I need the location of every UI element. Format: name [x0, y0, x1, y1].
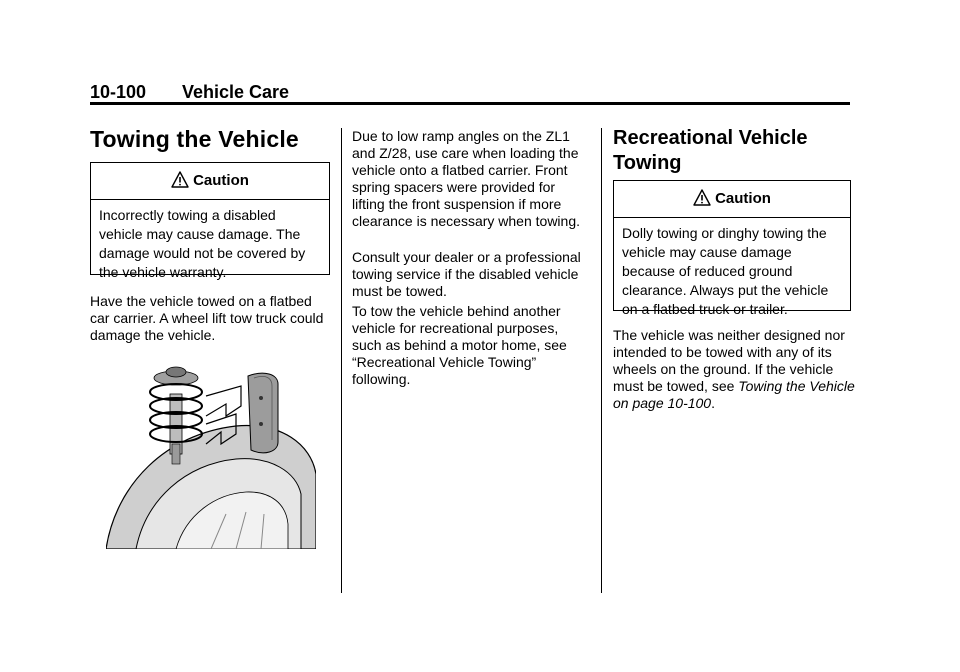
caution-label-2: Caution: [715, 190, 771, 207]
caution-label-1: Caution: [193, 172, 249, 189]
caution-box-1: [90, 162, 330, 280]
page-header: [90, 82, 850, 104]
header-rule: [90, 102, 850, 105]
caution-header-1: [91, 163, 329, 200]
caution-text-2: Dolly towing or dinghy towing the vehicle may cause damage because of reduced ground clearance. Always put the vehicle on a flatbed truck or trailer.: [622, 225, 829, 317]
warning-triangle-icon: [693, 189, 711, 206]
caution-box-2: [613, 180, 851, 317]
paragraph-not-designed-to-tow: [613, 327, 858, 412]
section-title: Vehicle Care: [182, 82, 290, 102]
paragraph-consult-dealer: Consult your dealer or a professional towing service if the disabled vehicle must be towed.: [352, 249, 581, 299]
page-number: 10-100: [90, 82, 147, 102]
paragraph-recreational-tow: To tow the vehicle behind another vehicle for recreational purposes, such as behind a motor home, see “Recreational Vehicle Towing” following.: [352, 303, 567, 387]
front-spring-spacer-illustration: [106, 364, 316, 549]
column-divider-2: [601, 128, 602, 593]
heading-towing-the-vehicle: Towing the Vehicle: [90, 126, 299, 152]
paragraph-flatbed: Have the vehicle towed on a flatbed car carrier. A wheel lift tow truck could damage the vehicle.: [90, 293, 324, 343]
warning-triangle-icon: [171, 171, 189, 188]
paragraph-end-text: .: [711, 395, 715, 411]
paragraph-lead-text: The vehicle was neither designed nor intended to be towed with any of its wheels on the ground. If the vehicle must be towed, see: [613, 327, 845, 394]
paragraph-ramp-angles: Due to low ramp angles on the ZL1 and Z/28, use care when loading the vehicle onto a flatbed carrier. Front spring spacers were provided for lifting the front suspension if more clearance is necessary when towing.: [352, 128, 581, 229]
caution-header-2: [614, 181, 850, 218]
heading-recreational-vehicle-towing: Recreational Vehicle Towing: [613, 127, 808, 174]
cross-reference-link[interactable]: Towing the Vehicle on page 10-100: [613, 378, 855, 411]
caution-text-1: Incorrectly towing a disabled vehicle may cause damage. The damage would not be covered by the vehicle warranty.: [99, 207, 306, 280]
column-divider-1: [341, 128, 342, 593]
